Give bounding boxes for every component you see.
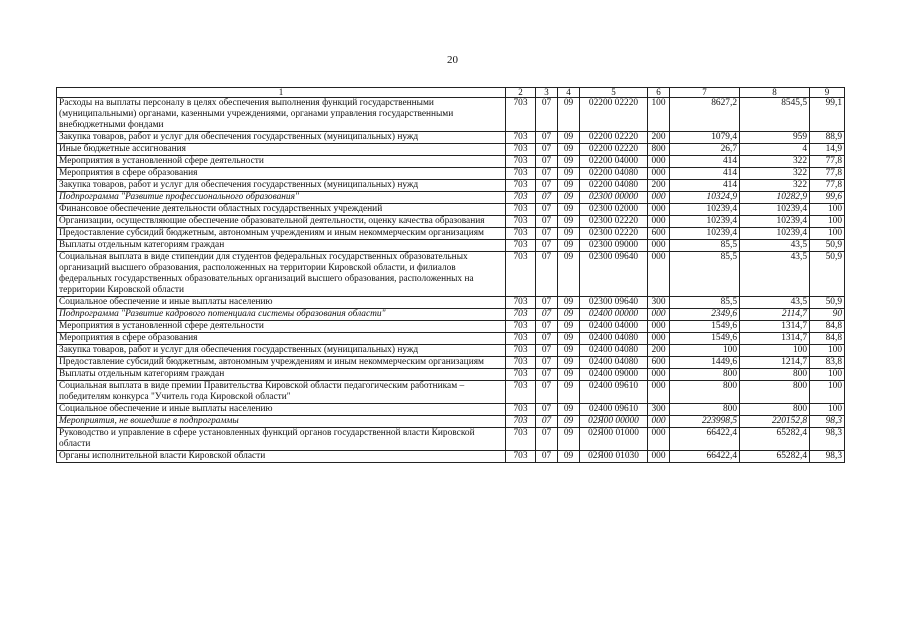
cell-expense-type: 200 <box>648 132 670 144</box>
cell-plan: 414 <box>670 156 740 168</box>
cell-target-article: 02300 02000 <box>580 204 648 216</box>
cell-percent: 83,8 <box>810 357 845 369</box>
cell-section: 07 <box>536 297 558 309</box>
table-row <box>57 192 845 204</box>
cell-actual: 65282,4 <box>740 451 810 463</box>
cell-name: Мероприятия в установленной сфере деятельности <box>57 321 506 333</box>
budget-table <box>56 87 845 463</box>
table-row <box>57 357 845 369</box>
cell-target-article: 02400 09610 <box>580 404 648 416</box>
cell-actual: 322 <box>740 180 810 192</box>
cell-expense-type: 600 <box>648 357 670 369</box>
cell-subsection: 09 <box>558 333 580 345</box>
cell-section: 07 <box>536 321 558 333</box>
cell-percent: 98,3 <box>810 416 845 428</box>
cell-section: 07 <box>536 156 558 168</box>
cell-actual: 100 <box>740 345 810 357</box>
cell-expense-type: 000 <box>648 381 670 404</box>
cell-actual: 800 <box>740 381 810 404</box>
cell-target-article: 02Я00 01000 <box>580 428 648 451</box>
col-header-9: 9 <box>810 88 845 98</box>
cell-actual: 1314,7 <box>740 321 810 333</box>
cell-actual: 4 <box>740 144 810 156</box>
cell-name: Предоставление субсидий бюджетным, автономным учреждениям и иным некоммерческим организациям <box>57 357 506 369</box>
cell-subsection: 09 <box>558 428 580 451</box>
cell-target-article: 02400 04080 <box>580 333 648 345</box>
cell-department: 703 <box>506 252 536 297</box>
cell-percent: 50,9 <box>810 252 845 297</box>
cell-plan: 66422,4 <box>670 428 740 451</box>
cell-actual: 220152,8 <box>740 416 810 428</box>
table-row <box>57 451 845 463</box>
cell-actual: 800 <box>740 369 810 381</box>
cell-target-article: 02Я00 01030 <box>580 451 648 463</box>
cell-name: Органы исполнительной власти Кировской области <box>57 451 506 463</box>
cell-department: 703 <box>506 333 536 345</box>
cell-department: 703 <box>506 369 536 381</box>
cell-section: 07 <box>536 345 558 357</box>
cell-expense-type: 800 <box>648 144 670 156</box>
cell-section: 07 <box>536 416 558 428</box>
cell-percent: 99,1 <box>810 98 845 132</box>
cell-subsection: 09 <box>558 132 580 144</box>
cell-plan: 223998,5 <box>670 416 740 428</box>
cell-expense-type: 000 <box>648 204 670 216</box>
cell-percent: 98,3 <box>810 428 845 451</box>
cell-subsection: 09 <box>558 357 580 369</box>
cell-expense-type: 100 <box>648 98 670 132</box>
cell-actual: 10282,9 <box>740 192 810 204</box>
col-header-3: 3 <box>536 88 558 98</box>
cell-department: 703 <box>506 321 536 333</box>
cell-name: Социальная выплата в виде стипендии для студентов федеральных государственных образовательных организаций высшего образования, расположенных на территории Кировской области, и филиалов федеральных государственных образовательных организаций высшего образования, расположенных на территории Кировской области <box>57 252 506 297</box>
cell-percent: 84,8 <box>810 333 845 345</box>
cell-name: Расходы на выплаты персоналу в целях обеспечения выполнения функций государственными (муниципальными) органами, казенными учреждениями, органами управления государственными внебюджетными фондами <box>57 98 506 132</box>
table-row <box>57 428 845 451</box>
table-row <box>57 416 845 428</box>
cell-percent: 100 <box>810 228 845 240</box>
cell-subsection: 09 <box>558 228 580 240</box>
cell-plan: 100 <box>670 345 740 357</box>
table-row <box>57 204 845 216</box>
table-row <box>57 156 845 168</box>
cell-section: 07 <box>536 428 558 451</box>
cell-section: 07 <box>536 204 558 216</box>
cell-percent: 99,6 <box>810 192 845 204</box>
cell-section: 07 <box>536 309 558 321</box>
cell-target-article: 02400 09610 <box>580 381 648 404</box>
cell-section: 07 <box>536 369 558 381</box>
cell-plan: 10239,4 <box>670 228 740 240</box>
cell-percent: 100 <box>810 369 845 381</box>
table-row <box>57 132 845 144</box>
cell-actual: 43,5 <box>740 252 810 297</box>
cell-target-article: 02400 09000 <box>580 369 648 381</box>
cell-section: 07 <box>536 451 558 463</box>
cell-plan: 1079,4 <box>670 132 740 144</box>
col-header-8: 8 <box>740 88 810 98</box>
cell-expense-type: 000 <box>648 192 670 204</box>
cell-expense-type: 000 <box>648 451 670 463</box>
cell-actual: 10239,4 <box>740 204 810 216</box>
cell-target-article: 02400 04000 <box>580 321 648 333</box>
cell-plan: 1449,6 <box>670 357 740 369</box>
cell-expense-type: 000 <box>648 416 670 428</box>
cell-subsection: 09 <box>558 156 580 168</box>
table-row <box>57 309 845 321</box>
cell-plan: 414 <box>670 180 740 192</box>
table-row <box>57 252 845 297</box>
cell-section: 07 <box>536 132 558 144</box>
cell-target-article: 02200 02220 <box>580 132 648 144</box>
cell-expense-type: 000 <box>648 333 670 345</box>
cell-expense-type: 000 <box>648 216 670 228</box>
cell-expense-type: 300 <box>648 404 670 416</box>
cell-target-article: 02300 02220 <box>580 228 648 240</box>
cell-section: 07 <box>536 357 558 369</box>
cell-subsection: 09 <box>558 404 580 416</box>
cell-name: Выплаты отдельным категориям граждан <box>57 369 506 381</box>
cell-name: Социальная выплата в виде премии Правительства Кировской области педагогическим работникам – победителям конкурса "Учитель года Кировской области" <box>57 381 506 404</box>
cell-percent: 90 <box>810 309 845 321</box>
cell-subsection: 09 <box>558 451 580 463</box>
table-row <box>57 98 845 132</box>
table-row <box>57 333 845 345</box>
page-number: 20 <box>447 54 458 66</box>
cell-target-article: 02Я00 00000 <box>580 416 648 428</box>
cell-subsection: 09 <box>558 204 580 216</box>
table-row <box>57 297 845 309</box>
cell-section: 07 <box>536 381 558 404</box>
col-header-2: 2 <box>506 88 536 98</box>
cell-expense-type: 200 <box>648 345 670 357</box>
cell-subsection: 09 <box>558 321 580 333</box>
cell-plan: 85,5 <box>670 240 740 252</box>
cell-percent: 98,3 <box>810 451 845 463</box>
cell-plan: 1549,6 <box>670 321 740 333</box>
cell-target-article: 02300 09640 <box>580 252 648 297</box>
cell-name: Подпрограмма "Развитие профессионального образования" <box>57 192 506 204</box>
cell-actual: 43,5 <box>740 297 810 309</box>
cell-subsection: 09 <box>558 381 580 404</box>
cell-target-article: 02200 04080 <box>580 180 648 192</box>
cell-name: Закупка товаров, работ и услуг для обеспечения государственных (муниципальных) нужд <box>57 180 506 192</box>
cell-expense-type: 200 <box>648 180 670 192</box>
table-row <box>57 321 845 333</box>
cell-section: 07 <box>536 98 558 132</box>
cell-subsection: 09 <box>558 144 580 156</box>
cell-department: 703 <box>506 204 536 216</box>
col-header-5: 5 <box>580 88 648 98</box>
cell-target-article: 02400 04080 <box>580 357 648 369</box>
table-row <box>57 144 845 156</box>
cell-actual: 959 <box>740 132 810 144</box>
cell-department: 703 <box>506 404 536 416</box>
cell-actual: 65282,4 <box>740 428 810 451</box>
cell-name: Предоставление субсидий бюджетным, автономным учреждениям и иным некоммерческим организациям <box>57 228 506 240</box>
cell-department: 703 <box>506 451 536 463</box>
cell-subsection: 09 <box>558 345 580 357</box>
cell-expense-type: 000 <box>648 369 670 381</box>
cell-name: Мероприятия, не вошедшие в подпрограммы <box>57 416 506 428</box>
cell-plan: 2349,6 <box>670 309 740 321</box>
cell-subsection: 09 <box>558 98 580 132</box>
cell-department: 703 <box>506 168 536 180</box>
cell-percent: 100 <box>810 216 845 228</box>
cell-department: 703 <box>506 228 536 240</box>
cell-actual: 1314,7 <box>740 333 810 345</box>
cell-expense-type: 000 <box>648 428 670 451</box>
cell-expense-type: 000 <box>648 156 670 168</box>
cell-name: Социальное обеспечение и иные выплаты населению <box>57 297 506 309</box>
cell-section: 07 <box>536 404 558 416</box>
cell-target-article: 02200 04080 <box>580 168 648 180</box>
table-row <box>57 216 845 228</box>
cell-department: 703 <box>506 381 536 404</box>
cell-percent: 77,8 <box>810 180 845 192</box>
cell-plan: 10239,4 <box>670 204 740 216</box>
cell-name: Руководство и управление в сфере установленных функций органов государственной власти Кировской области <box>57 428 506 451</box>
cell-percent: 77,8 <box>810 156 845 168</box>
cell-target-article: 02400 04080 <box>580 345 648 357</box>
table-row <box>57 404 845 416</box>
cell-name: Подпрограмма "Развитие кадрового потенциала системы образования области" <box>57 309 506 321</box>
cell-subsection: 09 <box>558 192 580 204</box>
cell-plan: 800 <box>670 381 740 404</box>
cell-actual: 43,5 <box>740 240 810 252</box>
cell-percent: 84,8 <box>810 321 845 333</box>
cell-department: 703 <box>506 357 536 369</box>
cell-actual: 322 <box>740 168 810 180</box>
cell-plan: 10324,9 <box>670 192 740 204</box>
cell-percent: 100 <box>810 381 845 404</box>
cell-department: 703 <box>506 240 536 252</box>
cell-department: 703 <box>506 216 536 228</box>
table-row <box>57 228 845 240</box>
cell-plan: 66422,4 <box>670 451 740 463</box>
cell-target-article: 02300 02220 <box>580 216 648 228</box>
cell-section: 07 <box>536 180 558 192</box>
table-row <box>57 345 845 357</box>
cell-actual: 10239,4 <box>740 228 810 240</box>
cell-percent: 88,9 <box>810 132 845 144</box>
cell-subsection: 09 <box>558 240 580 252</box>
col-header-4: 4 <box>558 88 580 98</box>
cell-section: 07 <box>536 240 558 252</box>
cell-actual: 10239,4 <box>740 216 810 228</box>
cell-department: 703 <box>506 416 536 428</box>
col-header-6: 6 <box>648 88 670 98</box>
cell-target-article: 02200 02220 <box>580 144 648 156</box>
cell-plan: 8627,2 <box>670 98 740 132</box>
cell-percent: 50,9 <box>810 240 845 252</box>
table-row <box>57 168 845 180</box>
cell-expense-type: 000 <box>648 252 670 297</box>
cell-target-article: 02200 04000 <box>580 156 648 168</box>
cell-name: Мероприятия в сфере образования <box>57 333 506 345</box>
cell-section: 07 <box>536 228 558 240</box>
cell-section: 07 <box>536 333 558 345</box>
cell-plan: 414 <box>670 168 740 180</box>
cell-target-article: 02300 09000 <box>580 240 648 252</box>
cell-department: 703 <box>506 297 536 309</box>
cell-department: 703 <box>506 309 536 321</box>
cell-name: Организации, осуществляющие обеспечение образовательной деятельности, оценку качества образования <box>57 216 506 228</box>
table-row <box>57 180 845 192</box>
cell-name: Финансовое обеспечение деятельности областных государственных учреждений <box>57 204 506 216</box>
cell-actual: 322 <box>740 156 810 168</box>
cell-section: 07 <box>536 216 558 228</box>
col-header-7: 7 <box>670 88 740 98</box>
cell-plan: 85,5 <box>670 297 740 309</box>
table-row <box>57 369 845 381</box>
cell-department: 703 <box>506 132 536 144</box>
cell-department: 703 <box>506 180 536 192</box>
cell-name: Выплаты отдельным категориям граждан <box>57 240 506 252</box>
cell-section: 07 <box>536 252 558 297</box>
col-header-1: 1 <box>57 88 506 98</box>
cell-target-article: 02300 09640 <box>580 297 648 309</box>
cell-percent: 100 <box>810 345 845 357</box>
cell-expense-type: 000 <box>648 309 670 321</box>
cell-department: 703 <box>506 192 536 204</box>
cell-subsection: 09 <box>558 369 580 381</box>
cell-plan: 10239,4 <box>670 216 740 228</box>
cell-actual: 2114,7 <box>740 309 810 321</box>
cell-target-article: 02200 02220 <box>580 98 648 132</box>
cell-plan: 800 <box>670 369 740 381</box>
cell-subsection: 09 <box>558 180 580 192</box>
cell-percent: 14,9 <box>810 144 845 156</box>
cell-subsection: 09 <box>558 416 580 428</box>
cell-plan: 85,5 <box>670 252 740 297</box>
cell-department: 703 <box>506 345 536 357</box>
cell-department: 703 <box>506 144 536 156</box>
cell-plan: 1549,6 <box>670 333 740 345</box>
header-row <box>57 88 845 98</box>
cell-section: 07 <box>536 168 558 180</box>
cell-name: Закупка товаров, работ и услуг для обеспечения государственных (муниципальных) нужд <box>57 132 506 144</box>
cell-plan: 26,7 <box>670 144 740 156</box>
cell-department: 703 <box>506 156 536 168</box>
cell-subsection: 09 <box>558 252 580 297</box>
cell-expense-type: 000 <box>648 240 670 252</box>
cell-section: 07 <box>536 192 558 204</box>
table-row <box>57 240 845 252</box>
cell-target-article: 02400 00000 <box>580 309 648 321</box>
cell-actual: 8545,5 <box>740 98 810 132</box>
cell-percent: 77,8 <box>810 168 845 180</box>
cell-name: Социальное обеспечение и иные выплаты населению <box>57 404 506 416</box>
cell-name: Иные бюджетные ассигнования <box>57 144 506 156</box>
cell-name: Мероприятия в установленной сфере деятельности <box>57 156 506 168</box>
cell-department: 703 <box>506 428 536 451</box>
cell-actual: 800 <box>740 404 810 416</box>
table-row <box>57 381 845 404</box>
cell-expense-type: 000 <box>648 321 670 333</box>
cell-percent: 100 <box>810 204 845 216</box>
cell-target-article: 02300 00000 <box>580 192 648 204</box>
cell-subsection: 09 <box>558 168 580 180</box>
cell-actual: 1214,7 <box>740 357 810 369</box>
cell-expense-type: 000 <box>648 168 670 180</box>
cell-department: 703 <box>506 98 536 132</box>
cell-expense-type: 600 <box>648 228 670 240</box>
cell-expense-type: 300 <box>648 297 670 309</box>
cell-plan: 800 <box>670 404 740 416</box>
cell-subsection: 09 <box>558 216 580 228</box>
cell-subsection: 09 <box>558 297 580 309</box>
cell-percent: 100 <box>810 404 845 416</box>
cell-name: Мероприятия в сфере образования <box>57 168 506 180</box>
cell-subsection: 09 <box>558 309 580 321</box>
cell-percent: 50,9 <box>810 297 845 309</box>
cell-name: Закупка товаров, работ и услуг для обеспечения государственных (муниципальных) нужд <box>57 345 506 357</box>
cell-section: 07 <box>536 144 558 156</box>
